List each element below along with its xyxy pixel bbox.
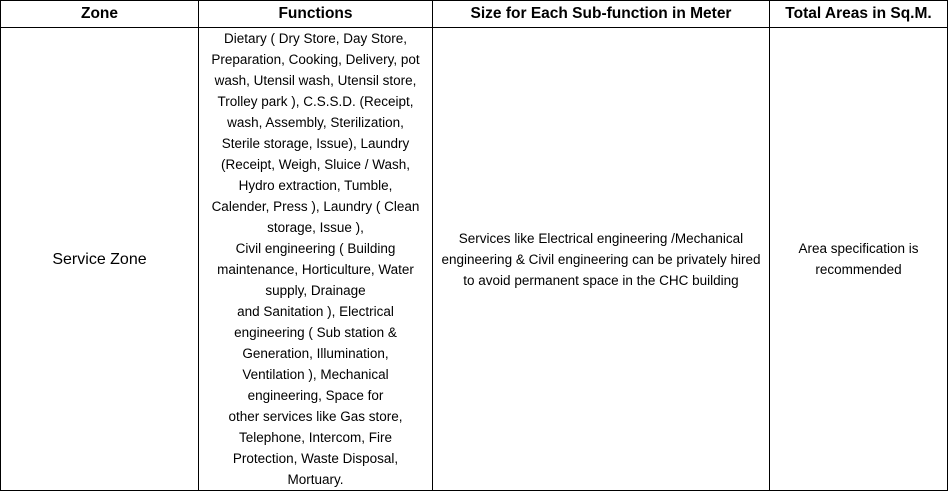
function-line: Civil engineering ( Building — [235, 241, 396, 256]
zone-cell: Service Zone — [1, 28, 199, 491]
total-area-cell: Area specification is recommended — [770, 28, 948, 491]
function-line: (Receipt, Weigh, Sluice / Wash, — [220, 157, 411, 172]
header-functions: Functions — [199, 1, 433, 28]
function-line: and Sanitation ), Electrical — [237, 304, 394, 319]
header-row — [1, 1, 948, 28]
function-line: Hydro extraction, Tumble, — [238, 178, 393, 193]
function-line: Preparation, Cooking, Delivery, pot — [211, 52, 420, 67]
function-line: Calender, Press ), Laundry ( Clean — [211, 199, 420, 214]
header-zone: Zone — [1, 1, 199, 28]
function-line: other services like Gas store, — [228, 409, 403, 424]
function-line: Trolley park ), C.S.S.D. (Receipt, — [217, 94, 414, 109]
header-total-area: Total Areas in Sq.M. — [770, 1, 948, 28]
function-line: supply, Drainage — [265, 283, 366, 298]
function-line: maintenance, Horticulture, Water — [217, 262, 414, 277]
function-line: engineering ( Sub station & — [234, 325, 397, 340]
function-line: Telephone, Intercom, Fire — [238, 430, 393, 445]
table-row — [1, 28, 948, 491]
function-line: wash, Assembly, Sterilization, — [227, 115, 404, 130]
function-line: engineering, Space for — [247, 388, 384, 403]
function-line: Mortuary. — [287, 472, 344, 487]
function-line: wash, Utensil wash, Utensil store, — [214, 73, 417, 88]
function-line: Generation, Illumination, — [242, 346, 389, 361]
header-size: Size for Each Sub-function in Meter — [433, 1, 770, 28]
size-cell: Services like Electrical engineering /Mechanical engineering & Civil engineering can be privately hired to avoid permanent space in the CHC building — [433, 28, 770, 491]
function-line: storage, Issue ), — [267, 220, 364, 235]
function-line: Sterile storage, Issue), Laundry — [221, 136, 410, 151]
function-line: Protection, Waste Disposal, — [232, 451, 399, 466]
function-line: Ventilation ), Mechanical — [242, 367, 389, 382]
functions-cell — [199, 28, 433, 491]
function-line: Dietary ( Dry Store, Day Store, — [223, 31, 408, 46]
